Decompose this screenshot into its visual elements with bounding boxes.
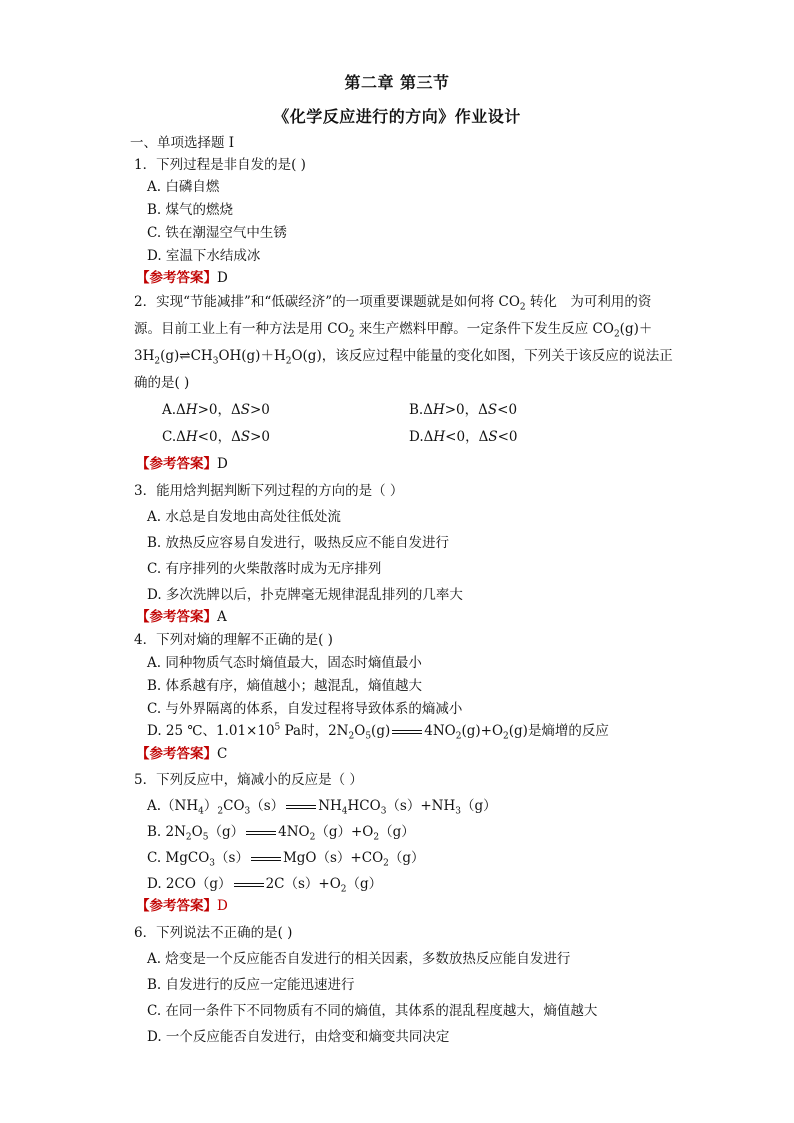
question-5-answer: 【参考答案】D — [136, 898, 228, 914]
question-3-stem: 3．能用焓判据判断下列过程的方向的是（ ） — [134, 483, 404, 499]
question-2-option-a: A.ΔH>0，ΔS>0 — [162, 402, 270, 418]
answer-label: 【参考答案】 — [136, 270, 217, 286]
question-6-option-c: C. 在同一条件下不同物质有不同的熵值，其体系的混乱程度越大，熵值越大 — [147, 1003, 598, 1019]
question-6-option-a: A. 焓变是一个反应能否自发进行的相关因素，多数放热反应能自发进行 — [147, 951, 571, 967]
question-3-option-d: D. 多次洗牌以后，扑克牌毫无规律混乱排列的几率大 — [147, 587, 463, 603]
question-2-stem-line-2: 源。目前工业上有一种方法是用 $CO_2$ 来生产燃料甲醇。一定条件下发生反应 $CO_2(g)+$ — [134, 321, 653, 340]
question-5-option-b: B. $2N_2O_5(g)$ $4NO_2(g)+O_2(g)$ — [147, 824, 415, 843]
question-4-option-c: C. 与外界隔离的体系，自发过程将导致体系的熵减小 — [147, 701, 463, 717]
question-4-option-a: A. 同种物质气态时熵值最大，固态时熵值最小 — [147, 655, 422, 671]
section-heading: 一、单项选择题 I — [130, 135, 235, 151]
question-2-stem-line-4: 确的是( ) — [134, 375, 190, 391]
question-4-answer: 【参考答案】C — [136, 746, 228, 762]
question-3-option-c: C. 有序排列的火柴散落时成为无序排列 — [147, 561, 382, 577]
question-2-option-c: C.ΔH<0，ΔS>0 — [162, 429, 270, 445]
question-6-option-b: B. 自发进行的反应一定能迅速进行 — [147, 977, 355, 993]
question-5-option-a: $A.(NH_4)_2CO_3(s)$ $NH_4HCO_3(s)+NH_3(g)$ — [147, 798, 497, 817]
question-2-stem-line-3: $3H_2(g)\rightleftharpoons CH_3OH(g)+H_2O(g)$，该反应过程中能量的变化如图，下列关于该反应的说法正 — [134, 348, 673, 367]
question-5-option-c: C. MgCO$_3$（s） $MgO(s)+CO_2(g)$ — [147, 850, 425, 869]
answer-value: D — [217, 270, 228, 286]
question-4-option-d: D. 25 ℃、$1.01\times 10^5$ Pa时，$2N_2O_5(g)$ $4NO_2(g)+O_2(g)$是熵增的反应 — [147, 722, 609, 742]
question-1-answer — [136, 269, 228, 287]
question-2-option-d: D.ΔH<0，ΔS<0 — [409, 429, 518, 445]
question-4-option-b: B. 体系越有序，熵值越小；越混乱，熵值越大 — [147, 678, 423, 694]
question-1-option-a: A. 白磷自燃 — [147, 179, 220, 195]
question-1-stem: 1．下列过程是非自发的是( ) — [134, 157, 306, 173]
question-2-answer: 【参考答案】D — [136, 456, 228, 472]
question-4-stem: 4．下列对熵的理解不正确的是( ) — [134, 632, 333, 648]
document-title: 《化学反应进行的方向》作业设计 — [273, 107, 521, 126]
question-6-stem: 6．下列说法不正确的是( ) — [134, 925, 293, 941]
question-2-option-b: B.ΔH>0，ΔS<0 — [409, 402, 518, 418]
chapter-title: 第二章 第三节 — [344, 73, 450, 92]
question-1-option-b: B. 煤气的燃烧 — [147, 202, 234, 218]
question-1-option-c: C. 铁在潮湿空气中生锈 — [147, 225, 287, 241]
question-2-stem-line-1: 2．实现“节能减排”和“低碳经济”的一项重要课题就是如何将 $CO_2$ 转化 为可利用的资 — [134, 294, 652, 313]
question-5-stem: 5．下列反应中，熵减小的反应是（ ） — [134, 772, 363, 788]
question-6-option-d: D. 一个反应能否自发进行，由焓变和熵变共同决定 — [147, 1029, 450, 1045]
question-3-option-b: B. 放热反应容易自发进行，吸热反应不能自发进行 — [147, 535, 450, 551]
question-3-option-a: A. 水总是自发地由高处往低处流 — [147, 509, 341, 525]
question-5-option-d: D. 2CO（g） $2C(s)+O_2(g)$ — [147, 876, 383, 895]
question-1-option-d: D. 室温下水结成冰 — [147, 248, 261, 264]
question-3-answer: 【参考答案】A — [136, 609, 227, 625]
